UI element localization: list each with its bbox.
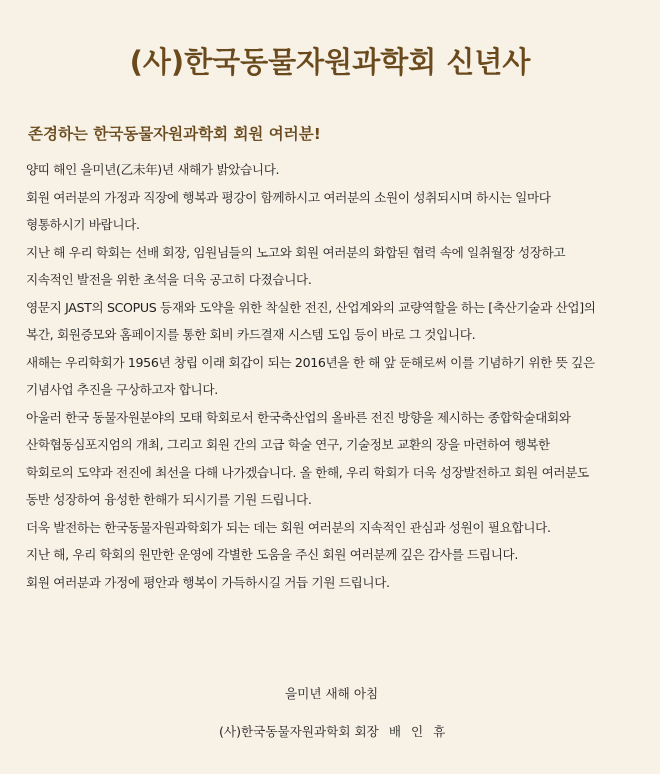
body-line: 아울러 한국 동물자원분야의 모태 학회로서 한국축산업의 올바른 전진 방향을 제시하는 종합학술대회와 [26,409,571,425]
signature-organization: (사)한국동물자원과학회 회장 [219,724,379,739]
signature-name: 배 인 휴 [388,724,449,739]
body-line: 회원 여러분의 가정과 직장에 행복과 평강이 함께하시고 여러분의 소원이 성취되시며 하시는 일마다 [26,189,551,205]
body-line: 산학협동심포지엄의 개최, 그리고 회원 간의 고급 학술 연구, 기술정보 교환의 장을 마련하여 행복한 [26,437,550,452]
body-line: 양띠 해인 을미년(乙未年)년 새해가 밝았습니다. [26,162,280,177]
body-line: 학회로의 도약과 전진에 최선을 다해 나가겠습니다. 올 한해, 우리 학회가 더욱 성장발전하고 회원 여러분도 [26,464,589,480]
body-line: 형통하시기 바랍니다. [26,217,140,232]
body-line: 더욱 발전하는 한국동물자원과학회가 되는 데는 회원 여러분의 지속적인 관심과 성원이 필요합니다. [26,519,551,535]
address-body [26,156,656,596]
closing-date: 을미년 새해 아침 [285,686,379,701]
body-line: 지속적인 발전을 위한 초석을 더욱 공고히 다졌습니다. [26,272,312,287]
signature [219,721,448,740]
body-line: 지난 해 우리 학회는 선배 회장, 임원님들의 노고와 회원 여러분의 화합된 협력 속에 일취월장 성장하고 [26,244,566,260]
greeting-heading: 존경하는 한국동물자원과학회 회원 여러분! [28,125,321,143]
page-title: (사)한국동물자원과학회 신년사 [129,45,531,79]
body-line: 기념사업 추진을 구상하고자 합니다. [26,382,218,397]
body-line: 지난 해, 우리 학회의 원만한 운영에 각별한 도움을 주신 회원 여러분께 깊은 감사를 드립니다. [26,547,518,562]
body-line: 새해는 우리학회가 1956년 창립 이래 회갑이 되는 2016년을 한 해 앞 둔해로써 이를 기념하기 위한 뜻 깊은 [26,354,595,370]
body-line: 복간, 회원증모와 홈페이지를 통한 회비 카드결재 시스템 도입 등이 바로 그 것입니다. [26,327,476,342]
body-line: 영문지 JAST의 SCOPUS 등재와 도약을 위한 착실한 전진, 산업계와의 교량역할을 하는 [축산기술과 산업]의 [26,299,596,315]
body-line: 회원 여러분과 가정에 평안과 행복이 가득하시길 거듭 기원 드립니다. [26,574,390,590]
body-line: 동반 성장하여 융성한 한해가 되시기를 기원 드립니다. [26,492,312,507]
